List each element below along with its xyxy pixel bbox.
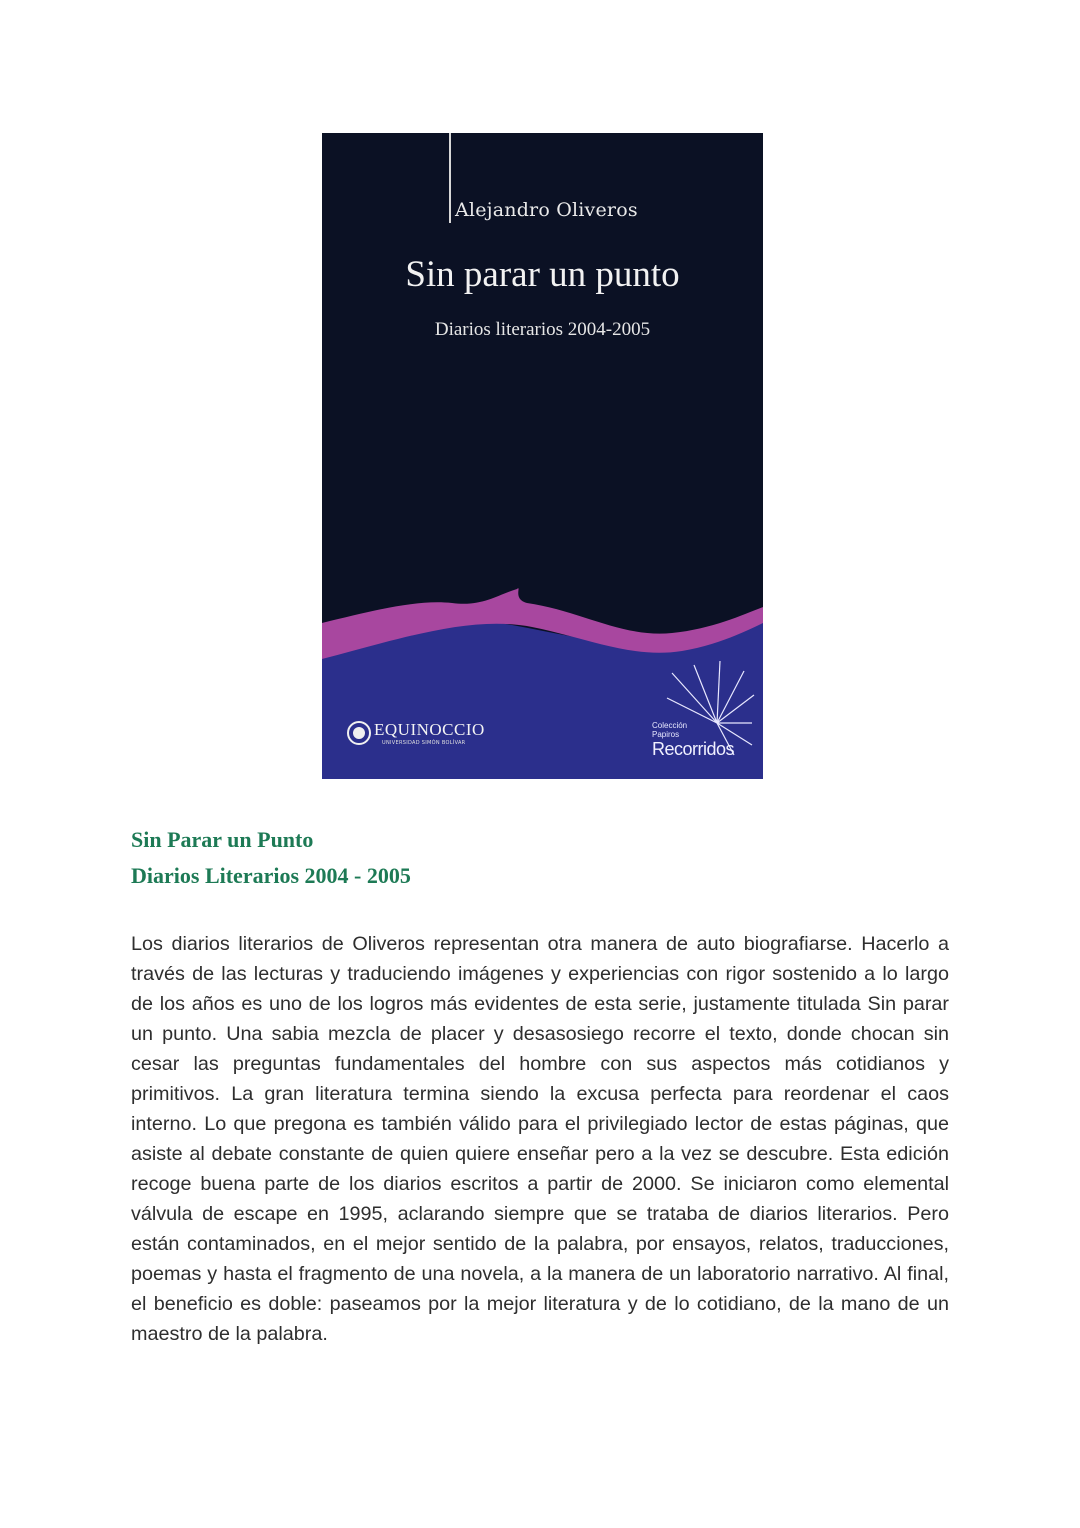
collection-mark [652,721,757,761]
publisher-seal-icon [346,720,372,746]
cover-subtitle: Diarios literarios 2004-2005 [434,319,651,340]
page-subtitle: Diarios Literarios 2004 - 2005 [131,863,411,888]
collection-name: Recorridos [652,739,735,759]
publisher-name: EQUINOCCIO [374,720,485,739]
description-paragraph: Los diarios literarios de Oliveros representan otra manera de auto biografiarse. Hacerlo a través de las lecturas y traduciendo imágenes y experiencias con rigor sostenido a lo largo de los años es uno de los logros más evidentes de esta serie, justamente titulada Sin parar un punto. Una sabia mezcla de placer y desasosiego recorre el texto, donde chocan sin cesar las preguntas fundamentales del hombre con sus aspectos más cotidianos y primitivos. La gran literatura termina siendo la excusa perfecta para reordenar el caos interno. Lo que pregona es también válido para el privilegiado lector de estas páginas, que asiste al debate constante de quien quiere enseñar pero a la vez se descubre. Esta edición recoge buena parte de los diarios escritos a partir de 2000. Se iniciaron como elemental válvula de escape en 1995, aclarando siempre que se trataba de diarios literarios. Pero están contaminados, en el mejor sentido de la palabra, por ensayos, relatos, traducciones, poemas y hasta el fragmento de una novela, a la manera de un laboratorio narrativo. Al final, el beneficio es doble: paseamos por la mejor literatura y de lo cotidiano, de la mano de un maestro de la palabra. [131,933,949,1345]
cover-wave-art [322,133,763,779]
page-title: Sin Parar un Punto [131,827,314,852]
publisher-sub: UNIVERSIDAD SIMÓN BOLÍVAR [382,740,466,746]
cover-title: Sin parar un punto [405,254,680,295]
book-cover [322,133,763,779]
collection-line1: Colección [652,721,688,730]
cover-author: Alejandro Oliveros [455,199,638,221]
publisher-logo [346,718,486,752]
cover-vertical-rule [449,133,451,223]
collection-line2: Papiros [652,730,680,739]
